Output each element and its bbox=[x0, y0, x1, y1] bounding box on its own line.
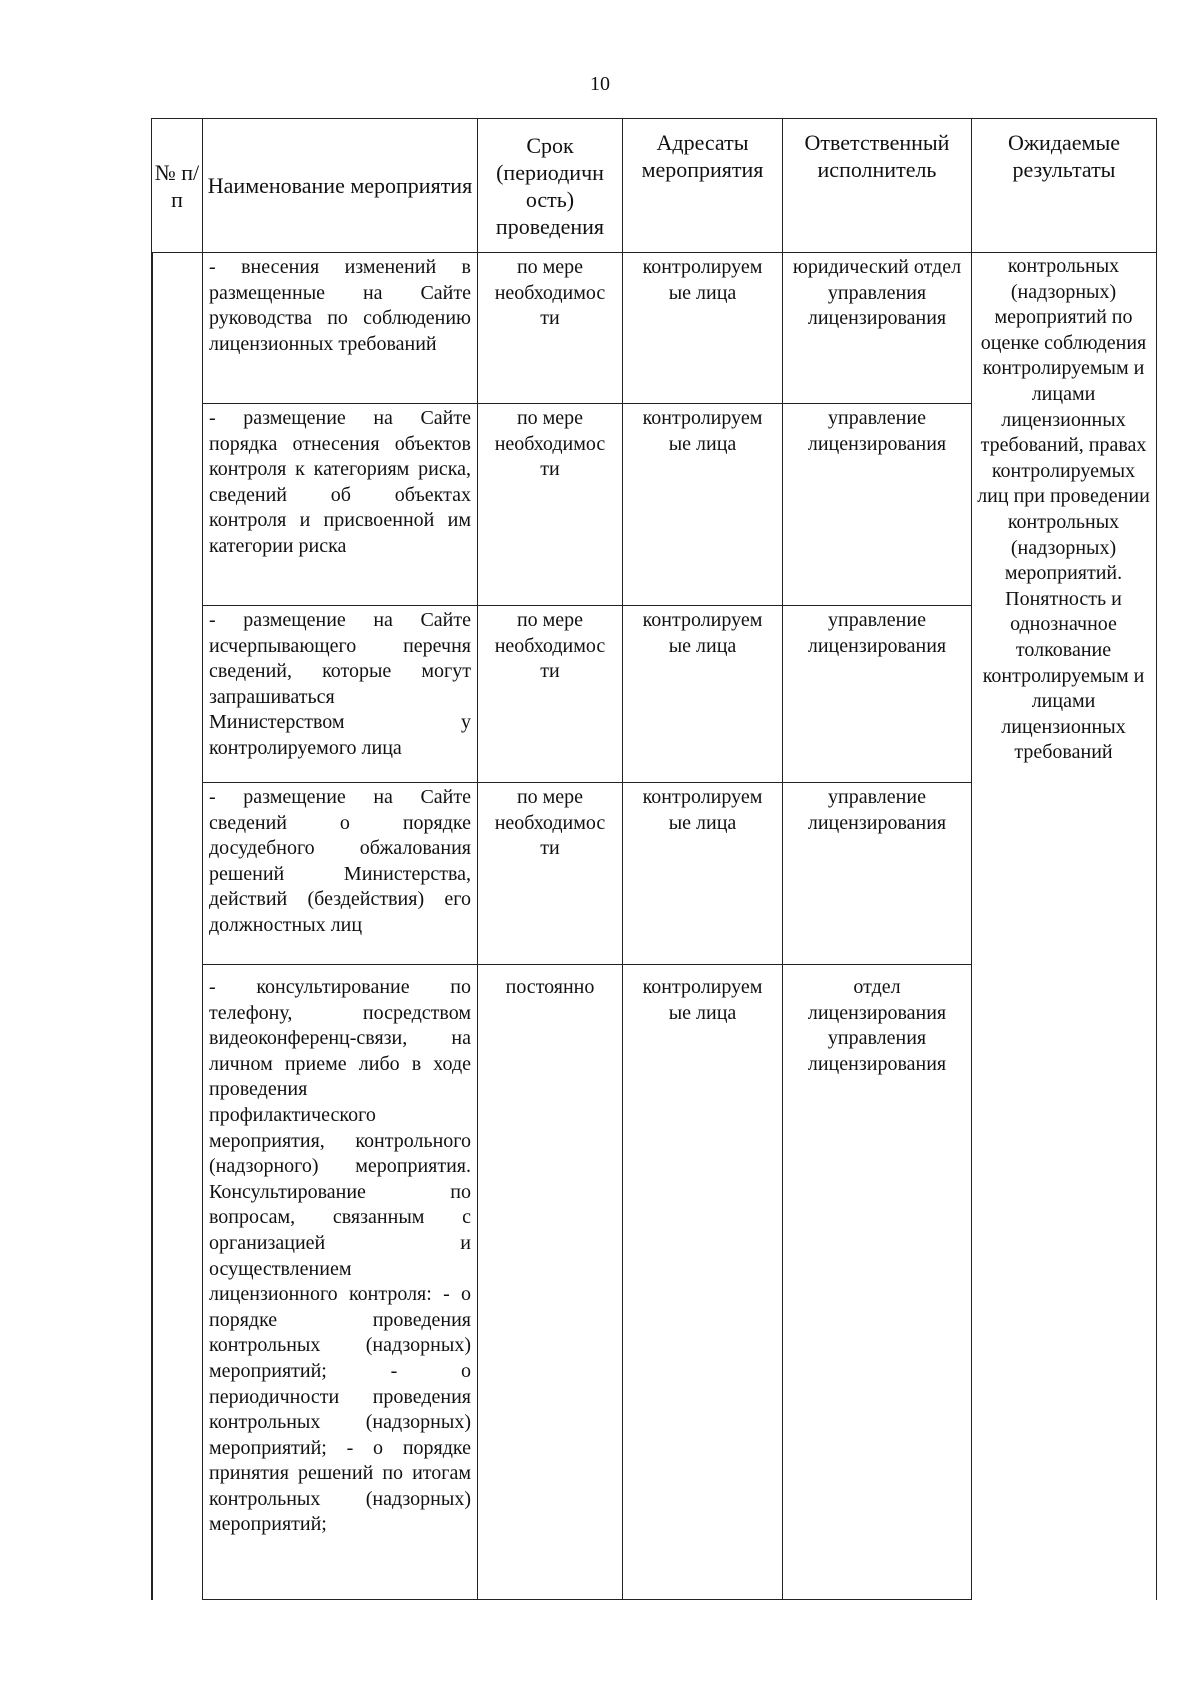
activities-table bbox=[151, 118, 1157, 1600]
results-cell: контрольных (надзорных) мероприятий по оценке соблюдения контролируемым и лицами лицензионных требований, правах контролируемых лиц при проведении контрольных (надзорных) мероприятий. Понятность и однозначное толкование контролируемым и лицами лицензионных требований bbox=[971, 252, 1157, 1600]
row-1-name: - внесения изменений в размещенные на Сайте руководства по соблюдению лицензионных требований bbox=[202, 252, 478, 404]
row-4-executor: управление лицензирования bbox=[782, 782, 972, 965]
header-executor: Ответственный исполнитель bbox=[804, 130, 950, 182]
row-5-name: - консультирование по телефону, посредством видеоконференц-связи, на личном приеме либо в ходе проведения профилактического мероприятия, контрольного (надзорного) мероприятия. Консультирование по вопросам, связанным с организацией и осуществлением лицензионного контроля: - о порядке проведения контрольных (надзорных) мероприятий; - о периодичности проведения контрольных (надзорных) мероприятий; - о порядке принятия решений по итогам контрольных (надзорных) мероприятий; bbox=[202, 964, 478, 1600]
header-results: Ожидаемые результаты bbox=[1007, 130, 1121, 182]
header-addressees: Адресаты мероприятия bbox=[641, 130, 764, 182]
num-column-left-border bbox=[151, 252, 153, 1600]
header-num: № п/п bbox=[151, 118, 203, 253]
header-addressees-cell bbox=[622, 118, 783, 253]
row-2-name: - размещение на Сайте порядка отнесения объектов контроля к категориям риска, сведений об объектах контроля и присвоенной им категории риска bbox=[202, 403, 478, 606]
row-5-executor: отдел лицензирования управления лицензирования bbox=[782, 964, 972, 1600]
row-5-addressees: контролируем ые лица bbox=[622, 964, 783, 1600]
row-3-term: по мере необходимос ти bbox=[477, 605, 623, 783]
row-3-addressees: контролируем ые лица bbox=[622, 605, 783, 783]
row-1-addressees: контролируем ые лица bbox=[622, 252, 783, 404]
row-2-addressees: контролируем ые лица bbox=[622, 403, 783, 606]
row-4-addressees: контролируем ые лица bbox=[622, 782, 783, 965]
header-results-cell bbox=[971, 118, 1157, 253]
header-name: Наименование мероприятия bbox=[202, 118, 478, 253]
row-5-term: постоянно bbox=[477, 964, 623, 1600]
row-2-executor: управление лицензирования bbox=[782, 403, 972, 606]
row-3-executor: управление лицензирования bbox=[782, 605, 972, 783]
row-2-term: по мере необходимос ти bbox=[477, 403, 623, 606]
row-1-executor: юридический отдел управления лицензирования bbox=[782, 252, 972, 404]
row-3-name: - размещение на Сайте исчерпывающего перечня сведений, которые могут запрашиваться Министерством у контролируемого лица bbox=[202, 605, 478, 783]
header-executor-cell bbox=[782, 118, 972, 253]
page-number: 10 bbox=[590, 73, 610, 95]
row-1-term: по мере необходимос ти bbox=[477, 252, 623, 404]
row-4-name: - размещение на Сайте сведений о порядке досудебного обжалования решений Министерства, действий (бездействия) его должностных лиц bbox=[202, 782, 478, 965]
row-4-term: по мере необходимос ти bbox=[477, 782, 623, 965]
header-term: Срок (периодичн ость) проведения bbox=[477, 118, 623, 253]
